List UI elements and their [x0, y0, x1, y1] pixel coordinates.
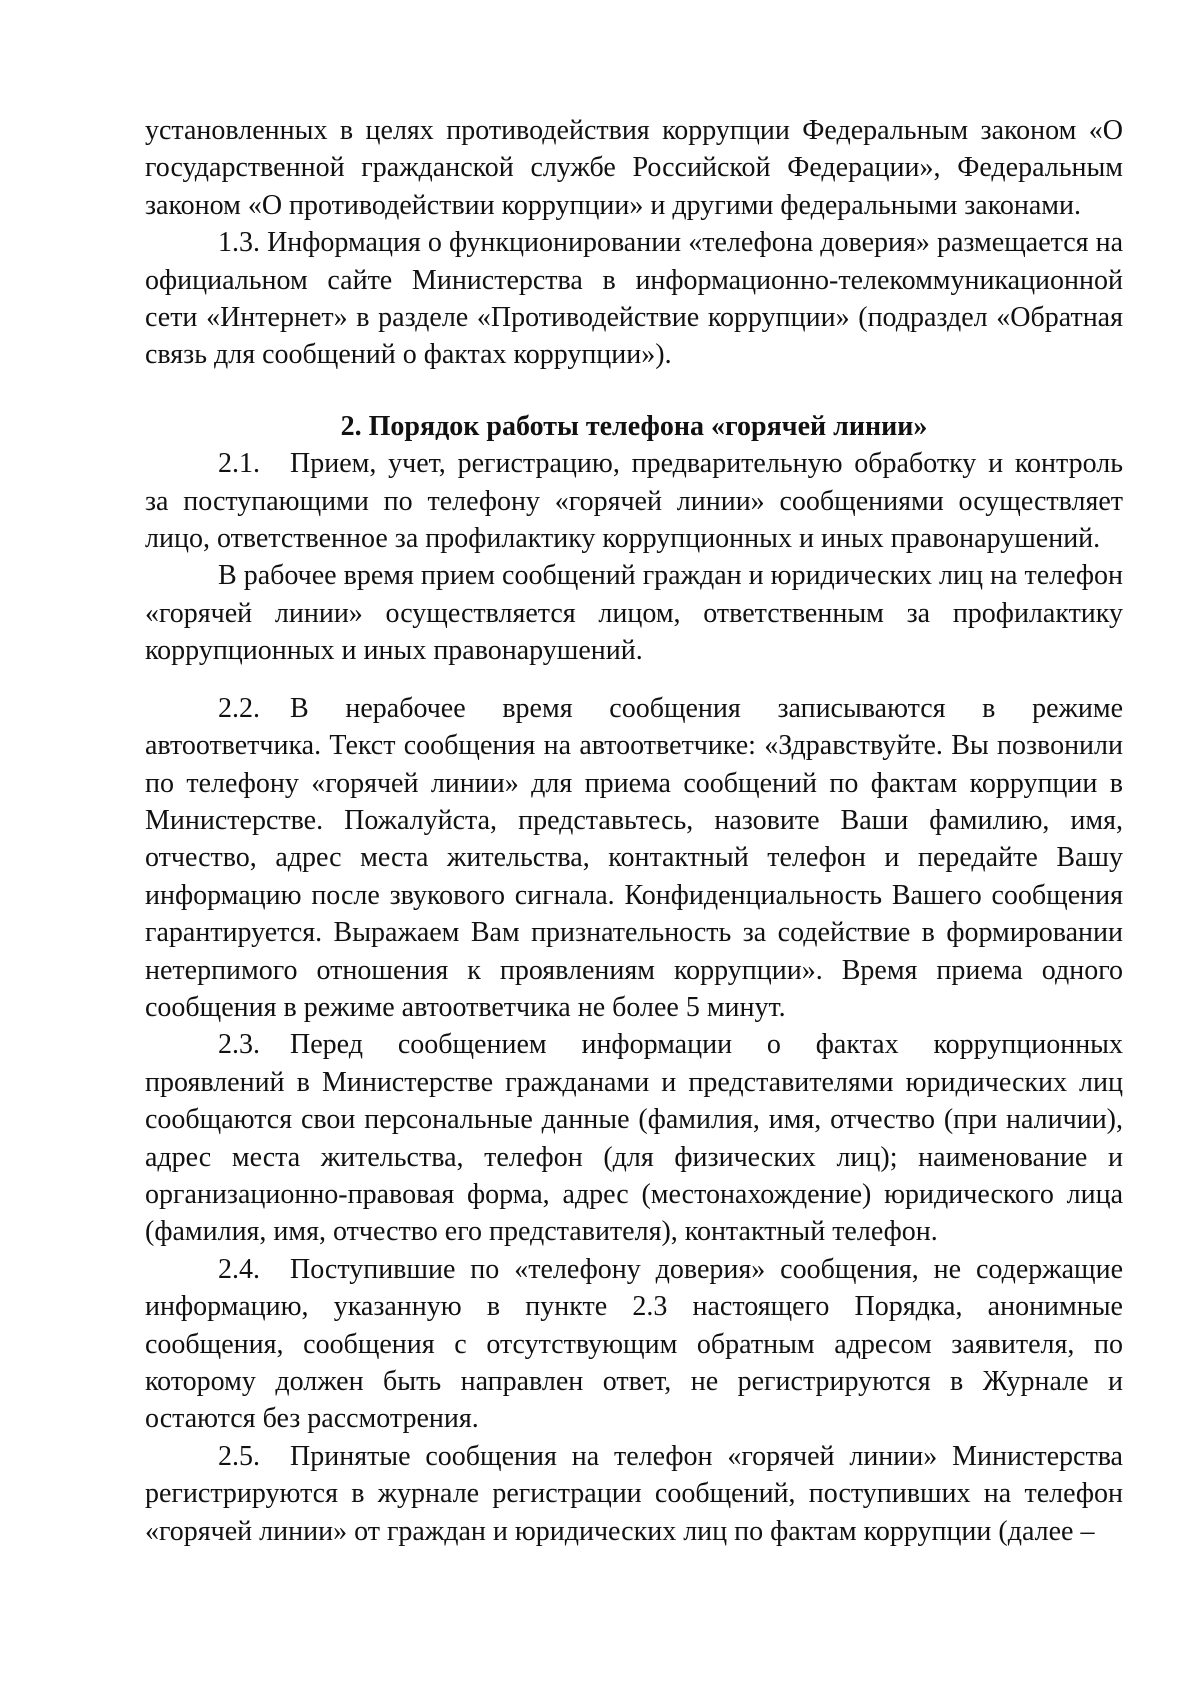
item-2-5-text: Принятые сообщения на телефон «горячей линии» Министерства регистрируются в журнале регистрации сообщений, поступивших на телефон «горячей линии» от граждан и юридических лиц по фактам коррупции (далее – — [145, 1440, 1123, 1547]
item-2-3-number: 2.3. — [218, 1029, 260, 1061]
paragraph-1-3: 1.3. Информация о функционировании «телефона доверия» размещается на официальном сайте Министерства в информационно-телекоммуникационной сети «Интернет» в разделе «Противодействие коррупции» (подраздел «Обратная связь для сообщений о фактах коррупции»). — [145, 227, 1123, 371]
item-2-2-text: В нерабочее время сообщения записываются в режиме автоответчика. Текст сообщения на автоответчике: «Здравствуйте. Вы позвонили по телефону «горячей линии» для приема сообщений по фактам коррупции в Министерстве. Пожалуйста, представьтесь, назовите Ваши фамилию, имя, отчество, адрес места жительства, контактный телефон и передайте Вашу информацию после звукового сигнала. Конфиденциальность Вашего сообщения гарантируется. Выражаем Вам признательность за содействие в формировании нетерпимого отношения к проявлениям коррупции». Время приема одного сообщения в режиме автоответчика не более 5 минут. — [145, 692, 1123, 1023]
paragraph-work-time: В рабочее время прием сообщений граждан и юридических лиц на телефон «горячей линии» осуществляется лицом, ответственным за профилактику коррупционных и иных правонарушений. — [145, 560, 1123, 667]
item-2-2-number: 2.2. — [218, 692, 260, 724]
item-2-3-text: Перед сообщением информации о фактах коррупционных проявлений в Министерстве гражданами и представителями юридических лиц сообщаются свои персональные данные (фамилия, имя, отчество (при наличии), адрес места жительства, телефон (для физических лиц); наименование и организационно-правовая форма, адрес (местонахождение) юридического лица (фамилия, имя, отчество его представителя), контактный телефон. — [145, 1029, 1123, 1248]
item-2-1-number: 2.1. — [218, 448, 260, 480]
item-2-3 — [145, 1026, 1123, 1250]
item-2-1-text: Прием, учет, регистрацию, предварительную обработку и контроль за поступающими по телефону «горячей линии» сообщениями осуществляет лицо, ответственное за профилактику коррупционных и иных правонарушений. — [145, 448, 1123, 555]
item-2-4-number: 2.4. — [218, 1253, 260, 1285]
item-2-4 — [145, 1251, 1123, 1438]
item-2-5-number: 2.5. — [218, 1440, 260, 1472]
paragraph-continuation: установленных в целях противодействия коррупции Федеральным законом «О государственной гражданской службе Российской Федерации», Федеральным законом «О противодействии коррупции» и другими федеральными законами. — [145, 115, 1123, 221]
item-2-2 — [145, 690, 1123, 1027]
item-2-4-text: Поступившие по «телефону доверия» сообщения, не содержащие информацию, указанную в пункте 2.3 настоящего Порядка, анонимные сообщения, сообщения с отсутствующим обратным адресом заявителя, по которому должен быть направлен ответ, не регистрируются в Журнале и остаются без рассмотрения. — [145, 1253, 1123, 1435]
item-2-1 — [145, 445, 1123, 557]
item-2-5 — [145, 1438, 1123, 1550]
section-2-heading: 2. Порядок работы телефона «горячей линии» — [340, 410, 928, 442]
document-page — [145, 112, 1123, 1550]
